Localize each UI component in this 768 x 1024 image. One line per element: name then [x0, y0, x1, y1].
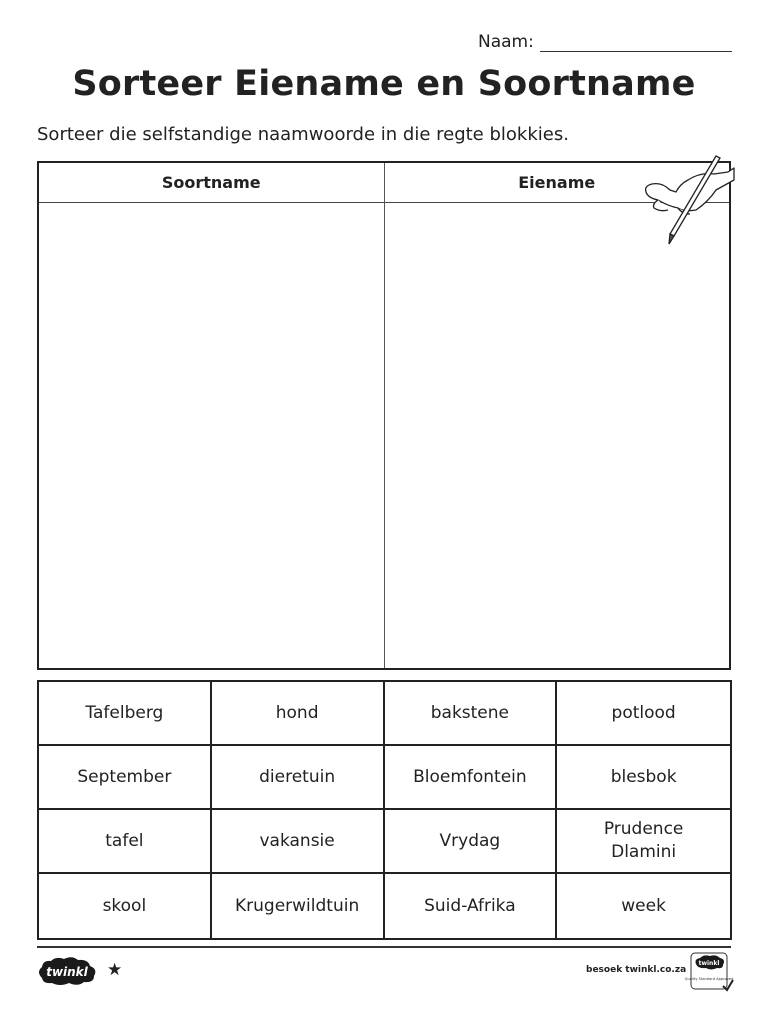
word-card[interactable]: Vrydag: [385, 810, 558, 874]
word-card[interactable]: vakansie: [212, 810, 385, 874]
quality-badge-icon: [684, 952, 734, 992]
word-card[interactable]: skool: [39, 874, 212, 938]
footer-divider: [37, 946, 731, 948]
hand-writing-pencil-icon: [638, 150, 738, 250]
instruction-text: Sorteer die selfstandige naamwoorde in die regte blokkies.: [37, 124, 569, 145]
column-header: Soortname: [39, 163, 384, 203]
page-title: Sorteer Eiename en Soortname: [72, 64, 696, 104]
word-card[interactable]: hond: [212, 682, 385, 746]
twinkl-logo: [36, 956, 98, 986]
word-card[interactable]: blesbok: [557, 746, 730, 810]
logo-text: twinkl: [46, 965, 88, 979]
column-header: Eiename: [385, 163, 730, 203]
visit-text[interactable]: besoek twinkl.co.za: [586, 965, 687, 975]
word-card[interactable]: dieretuin: [212, 746, 385, 810]
name-label: Naam:: [478, 32, 534, 52]
svg-text:twinkl: twinkl: [698, 960, 720, 967]
word-card[interactable]: tafel: [39, 810, 212, 874]
word-card[interactable]: Tafelberg: [39, 682, 212, 746]
star-icon: ★: [107, 960, 123, 980]
word-bank: [37, 680, 732, 940]
word-card[interactable]: September: [39, 746, 212, 810]
word-card[interactable]: potlood: [557, 682, 730, 746]
sort-table: [37, 161, 731, 670]
word-card[interactable]: bakstene: [385, 682, 558, 746]
badge-caption: Quality Standard Approved: [684, 977, 734, 981]
word-card[interactable]: Suid-Afrika: [385, 874, 558, 938]
name-line[interactable]: [540, 35, 732, 52]
column-soortname: [39, 163, 384, 668]
word-card[interactable]: week: [621, 895, 666, 916]
word-card[interactable]: Bloemfontein: [385, 746, 558, 810]
soortname-drop-area[interactable]: [39, 203, 384, 668]
name-field: [478, 32, 732, 52]
eiename-drop-area[interactable]: [385, 203, 730, 668]
word-card[interactable]: Krugerwildtuin: [212, 874, 385, 938]
word-card[interactable]: Prudence Dlamini: [557, 810, 730, 874]
